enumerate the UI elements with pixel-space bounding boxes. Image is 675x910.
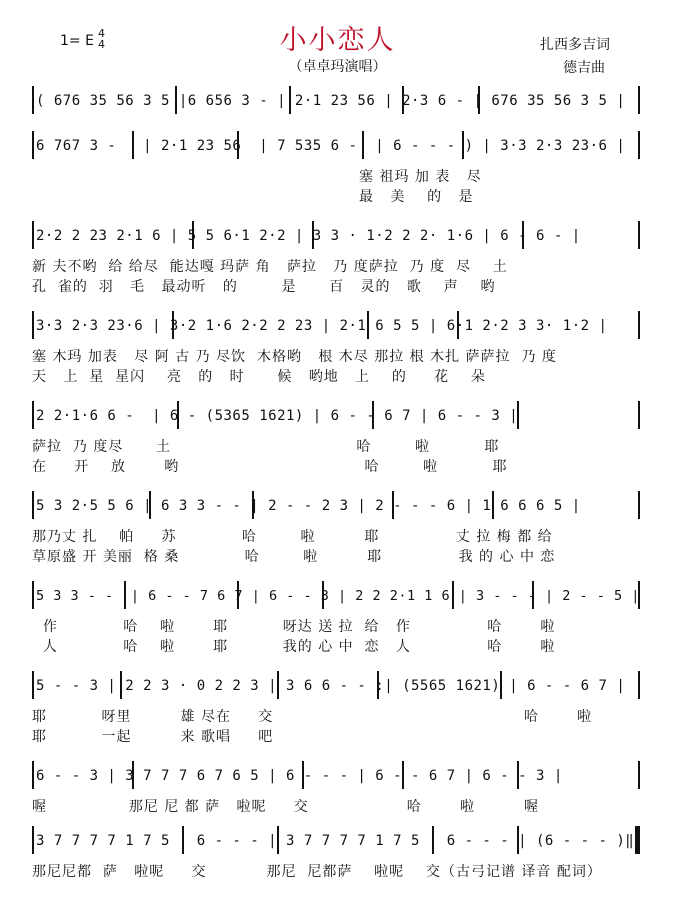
notation-line: 2 2·1·6 6 - | 6 - (5365 1621) | 6 - - 6 7 | 6 - - 3 | — [36, 408, 519, 424]
lyric-verse-1: 塞 木玛 加表 尽 阿 古 乃 尽饮 木格哟 根 木尽 那拉 根 木扎 萨萨拉 乃 度 — [32, 349, 557, 365]
lyric-verse-1: 萨拉 乃 度尽 土 哈 啦 耶 — [32, 439, 500, 455]
performer-subtitle: （卓卓玛演唱） — [288, 59, 387, 75]
lyric-verse-2: 天 上 星 星闪 亮 的 时 候 哟地 上 的 花 朵 — [32, 369, 486, 385]
lyric-verse-2: 草原盛 开 美丽 格 桑 哈 啦 耶 我 的 心 中 恋 — [32, 549, 556, 565]
time-signature-bottom: 4 — [98, 38, 105, 51]
lyric-verse-2: 孔 雀的 羽 毛 最动听 的 是 百 灵的 歌 声 哟 — [32, 279, 496, 295]
barline — [32, 401, 34, 429]
staff-row — [32, 315, 638, 395]
staff-row — [32, 495, 638, 575]
barline — [32, 491, 34, 519]
lyric-verse-2: 耶 一起 来 歌唱 吧 — [32, 729, 274, 745]
notation-line: 5 3 2·5 5 6 | 6 3 3 - - | 2 - - 2 3 | 2 - - - 6 | 1 6 6 6 5 | — [36, 498, 581, 514]
notation-line: 3·3 2·3 23·6 | 3·2 1·6 2·2 2 23 | 2·1 6 5 5 | 6·1 2·2 3 3· 1·2 | — [36, 318, 608, 334]
lyric-verse-1: 塞 祖玛 加 表 尽 — [32, 169, 482, 185]
notation-line: ( 676 35 56 3 5 |6 656 3 - | 2·1 23 56 | 2·3 6 - | 676 35 56 3 5 | — [36, 93, 626, 109]
lyric-verse-2: 人 哈 啦 耶 我的 心 中 恋 人 哈 啦 — [32, 639, 556, 655]
lyric-verse-1: 那尼尼都 萨 啦呢 交 那尼 尼都萨 啦呢 交（古弓记谱 译音 配词） — [32, 864, 602, 880]
barline — [32, 86, 34, 114]
barline — [32, 826, 34, 854]
barline — [32, 581, 34, 609]
time-signature-top: 4 — [98, 27, 105, 40]
notation-line: 2·2 2 23 2·1 6 | 5 5 6·1 2·2 | 3 3 · 1·2 2 2· 1·6 | 6 - 6 - | — [36, 228, 581, 244]
song-title: 小小恋人 — [279, 25, 396, 56]
barline — [32, 311, 34, 339]
barline — [32, 131, 34, 159]
notation-line: 3 7 7 7 7 1 7 5 | 6 - - - | 3 7 7 7 7 1 7 5 | 6 - - - | (6 - - - )‖ — [36, 833, 635, 849]
lyric-verse-1: 那乃丈 扎 帕 苏 哈 啦 耶 丈 拉 梅 都 给 — [32, 529, 553, 545]
barline — [32, 671, 34, 699]
lyric-verse-2: 最 美 的 是 — [32, 189, 474, 205]
staff-row — [32, 585, 638, 665]
staff-row — [32, 225, 638, 305]
notation-line: 5 - - 3 | 2 2 3 · 0 2 2 3 | 3 6 6 - - :| (5565 1621) | 6 - - 6 7 | — [36, 678, 626, 694]
barline — [32, 221, 34, 249]
lyric-verse-1: 耶 呀里 雄 尽在 交 哈 啦 — [32, 709, 593, 725]
staff-row — [32, 405, 638, 485]
barline — [32, 761, 34, 789]
key-signature: 1= E — [60, 33, 94, 49]
lyric-verse-2: 在 开 放 哟 哈 啦 耶 — [32, 459, 508, 475]
lyric-verse-1: 作 哈 啦 耶 呀达 送 拉 给 作 哈 啦 — [32, 619, 556, 635]
notation-line: 6 767 3 - | 2·1 23 56 | 7 535 6 - | 6 - - - ) | 3·3 2·3 23·6 | — [36, 138, 626, 154]
lyric-verse-1: 新 夫不哟 给 给尽 能达嘎 玛萨 角 萨拉 乃 度萨拉 乃 度 尽 土 — [32, 259, 508, 275]
lyric-verse-1: 喔 那尼 尼 都 萨 啦呢 交 哈 啦 喔 — [32, 799, 540, 815]
lyricist-credit: 扎西多吉词 — [540, 37, 610, 53]
staff-row — [32, 830, 638, 910]
staff-row — [32, 135, 638, 215]
notation-line: 5 3 3 - - | 6 - - 7 6 7 | 6 - - 3 | 2 2 2·1 1 6 | 3 - - - | 2 - - 5 | — [36, 588, 640, 604]
notation-line: 6 - - 3 | 3 7 7 7 6 7 6 5 | 6 - - - | 6 - - 6 7 | 6 - - 3 | — [36, 768, 563, 784]
composer-credit: 德吉曲 — [563, 60, 605, 76]
staff-row — [32, 675, 638, 755]
